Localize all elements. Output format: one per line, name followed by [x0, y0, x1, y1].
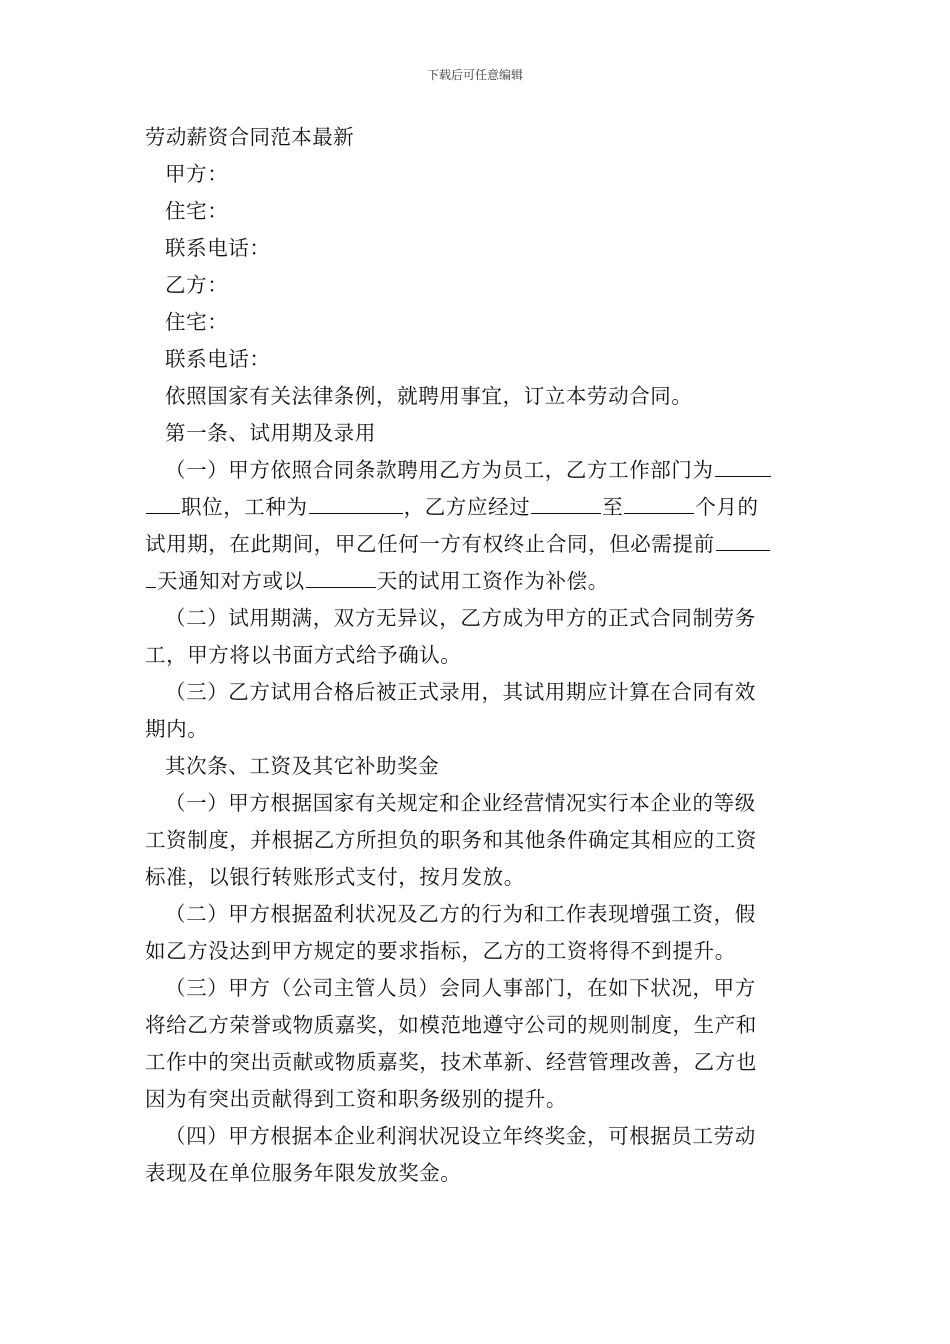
party-a-phone-label: 联系电话： [165, 236, 271, 260]
job-type-blank [309, 493, 403, 514]
document-title: 劳动薪资合同范本最新 [145, 125, 354, 149]
article-1-clause-1-line-2: 职位，工种为 ，乙方应经过 至 个月的 [145, 489, 810, 525]
article-2-clause-1-line-1: （一）甲方根据国家有关规定和企业经营情况实行本企业的等级 [165, 791, 756, 815]
period-from-blank [531, 493, 601, 514]
compensation-days-blank [306, 567, 376, 588]
article-2-clause-3-line-1: （三）甲方（公司主管人员）会同人事部门，在如下状况，甲方 [165, 976, 756, 1000]
party-a-label: 甲方： [165, 162, 229, 186]
article-1-heading: 第一条、试用期及录用 [165, 421, 376, 445]
notice-days-blank-cont [146, 567, 156, 588]
article-2-clause-4-line-2: 表现及在单位服务年限发放奖金。 [145, 1161, 462, 1185]
department-blank [715, 456, 771, 477]
party-b-phone-label: 联系电话： [165, 347, 271, 371]
page-header: 下载后可任意编辑 [426, 68, 523, 82]
article-1-clause-1-line-4: 天通知对方或以 天的试用工资作为补偿。 [145, 563, 810, 599]
article-1-clause-1-line-3: 试用期，在此期间，甲乙任何一方有权终止合同，但必需提前 [145, 526, 810, 562]
article-2-clause-2-line-2: 如乙方没达到甲方规定的要求指标，乙方的工资将得不到提升。 [145, 939, 736, 963]
department-blank-cont [146, 493, 180, 514]
party-a-address-label: 住宅： [165, 199, 229, 223]
article-2-clause-1-line-2: 工资制度，并根据乙方所担负的职务和其他条件确定其相应的工资 [145, 828, 757, 852]
party-b-label: 乙方： [165, 273, 229, 297]
article-2-heading: 其次条、工资及其它补助奖金 [165, 754, 440, 778]
article-1-clause-1-line-1: （一）甲方依照合同条款聘用乙方为员工，乙方工作部门为 [165, 452, 810, 488]
period-to-blank [624, 493, 694, 514]
article-2-clause-2-line-1: （二）甲方根据盈利状况及乙方的行为和工作表现增强工资，假 [165, 902, 756, 926]
article-1-clause-2-line-1: （二）试用期满，双方无异议，乙方成为甲方的正式合同制劳务 [165, 606, 756, 630]
article-2-clause-3-line-2: 将给乙方荣誉或物质嘉奖，如模范地遵守公司的规则制度，生产和 [145, 1013, 757, 1037]
intro-paragraph: 依照国家有关法律条例，就聘用事宜，订立本劳动合同。 [165, 384, 693, 408]
article-2-clause-4-line-1: （四）甲方根据本企业利润状况设立年终奖金，可根据员工劳动 [165, 1124, 756, 1148]
article-1-clause-3-line-2: 期内。 [145, 717, 209, 741]
article-2-clause-3-line-4: 因为有突出贡献得到工资和职务级别的提升。 [145, 1087, 567, 1111]
article-1-clause-2-line-2: 工，甲方将以书面方式给予确认。 [145, 643, 462, 667]
article-1-clause-3-line-1: （三）乙方试用合格后被正式录用，其试用期应计算在合同有效 [165, 680, 756, 704]
article-2-clause-1-line-3: 标准，以银行转账形式支付，按月发放。 [145, 865, 525, 889]
party-b-address-label: 住宅： [165, 310, 229, 334]
article-2-clause-3-line-3: 工作中的突出贡献或物质嘉奖，技术革新、经营管理改善，乙方也 [145, 1050, 757, 1074]
notice-days-blank [716, 530, 770, 551]
